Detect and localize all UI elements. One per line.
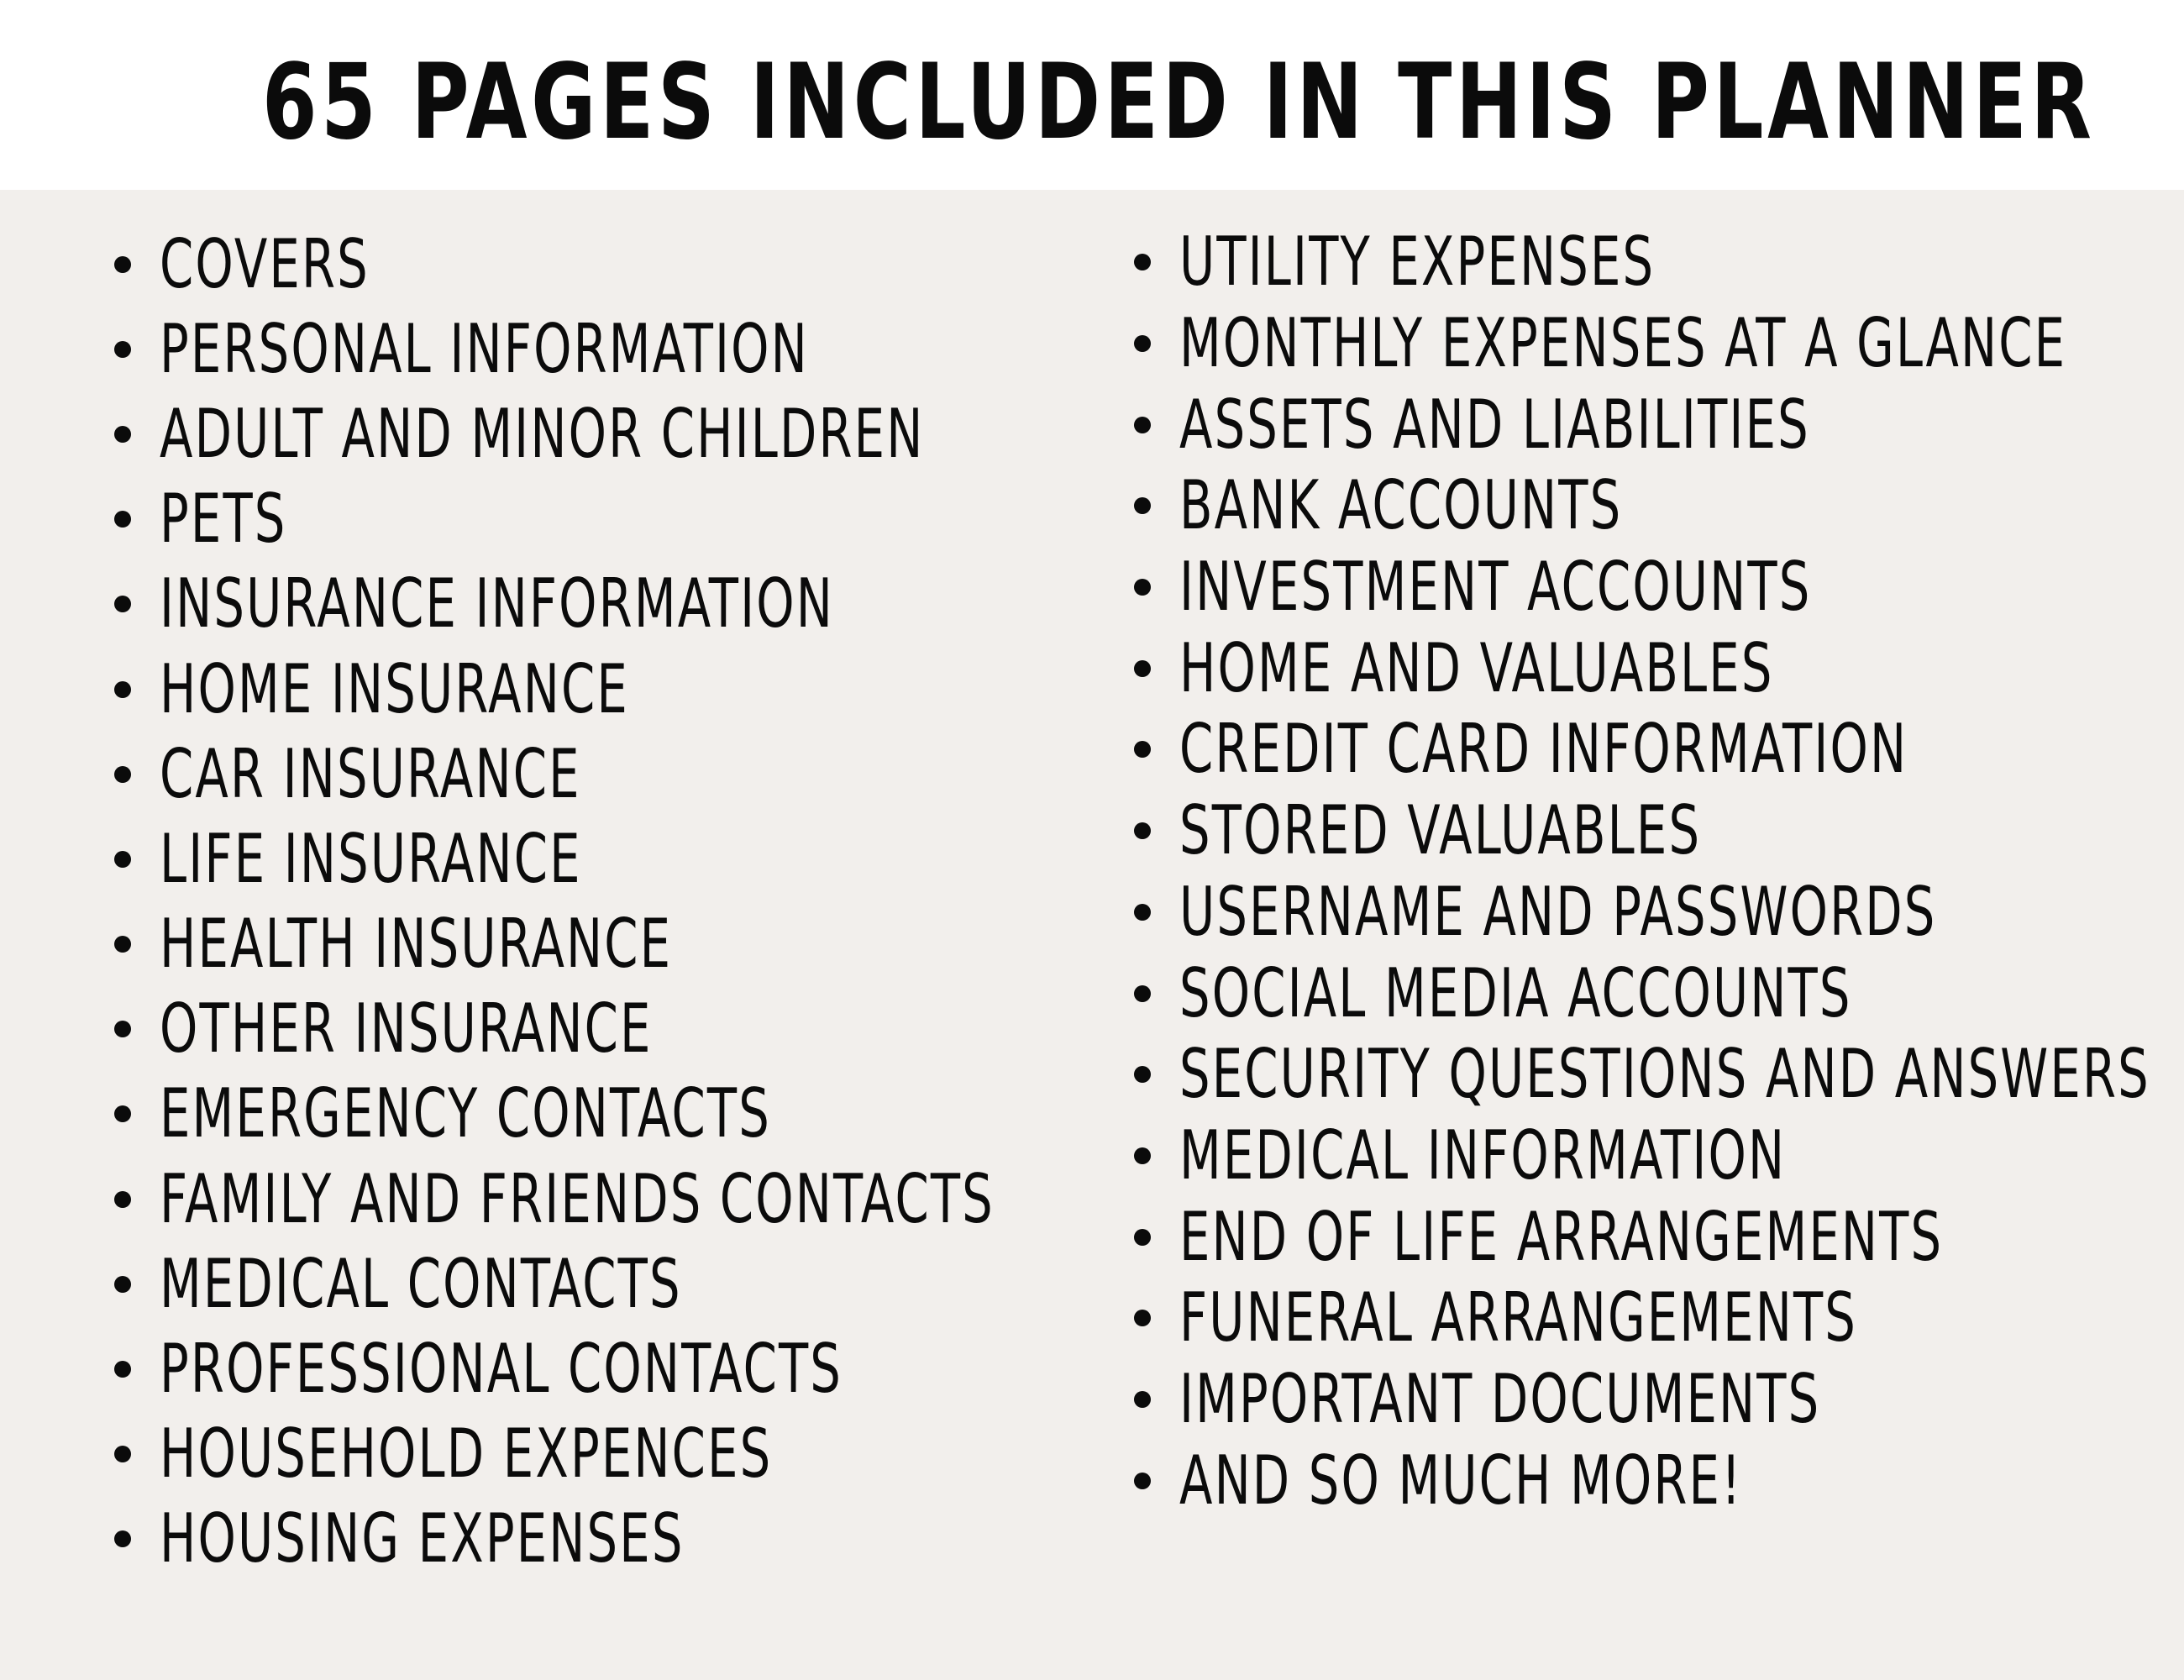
- bullet-icon: [114, 1105, 131, 1122]
- bullet-icon: [1134, 254, 1151, 270]
- list-item-label: FAMILY AND FRIENDS CONTACTS: [160, 1159, 995, 1238]
- list-item: [1134, 465, 2184, 547]
- list-item-label: HOME AND VALUABLES: [1179, 628, 1774, 707]
- page-title: 65 PAGES INCLUDED IN THIS PLANNER: [262, 42, 2096, 163]
- bullet-icon: [114, 511, 131, 528]
- list-item-label: INVESTMENT ACCOUNTS: [1179, 548, 1812, 627]
- bullet-icon: [1134, 1229, 1151, 1246]
- list-item-label: MEDICAL CONTACTS: [160, 1244, 682, 1323]
- list-item-label: PROFESSIONAL CONTACTS: [160, 1330, 843, 1409]
- bullet-icon: [114, 851, 131, 868]
- list-item-label: MEDICAL INFORMATION: [1179, 1116, 1787, 1194]
- list-item-label: PETS: [160, 480, 287, 559]
- list-item-label: SECURITY QUESTIONS AND ANSWERS: [1179, 1035, 2150, 1114]
- list-item: [1134, 547, 2184, 628]
- bullet-icon: [1134, 1147, 1151, 1164]
- bullet-icon: [114, 936, 131, 953]
- bullet-icon: [114, 341, 131, 358]
- bullet-icon: [1134, 741, 1151, 758]
- bullet-icon: [114, 426, 131, 443]
- header: [0, 0, 2184, 190]
- list-item: [1134, 1359, 2184, 1441]
- list-item: [1134, 303, 2184, 385]
- bullet-icon: [1134, 985, 1151, 1002]
- list-item-label: USERNAME AND PASSWORDS: [1179, 872, 1937, 951]
- list-item-label: HOUSEHOLD EXPENCES: [160, 1415, 773, 1494]
- bullet-icon: [1134, 579, 1151, 596]
- list-item-label: ASSETS AND LIABILITIES: [1179, 385, 1810, 464]
- bullet-icon: [114, 681, 131, 698]
- bullet-icon: [114, 1446, 131, 1462]
- bullet-icon: [1134, 1066, 1151, 1083]
- bullet-icon: [1134, 1473, 1151, 1489]
- list-item-label: EMERGENCY CONTACTS: [160, 1074, 771, 1153]
- list-item: [1134, 709, 2184, 790]
- bullet-icon: [114, 256, 131, 273]
- bullet-icon: [1134, 904, 1151, 921]
- list-item-label: SOCIAL MEDIA ACCOUNTS: [1179, 953, 1852, 1032]
- list-item-label: BANK ACCOUNTS: [1179, 466, 1623, 545]
- list-item-label: HOME INSURANCE: [160, 649, 629, 728]
- list-item-label: HEALTH INSURANCE: [160, 905, 673, 984]
- bullet-icon: [1134, 1391, 1151, 1408]
- bullet-icon: [114, 1021, 131, 1037]
- list-item: [1134, 953, 2184, 1034]
- bullet-icon: [1134, 1310, 1151, 1326]
- list-item-label: ADULT AND MINOR CHILDREN: [160, 394, 925, 473]
- list-item-label: CREDIT CARD INFORMATION: [1179, 710, 1908, 789]
- list-item-label: AND SO MUCH MORE!: [1179, 1441, 1743, 1520]
- list-item: [1134, 1196, 2184, 1278]
- bullet-icon: [114, 1530, 131, 1547]
- list-item: [1134, 1116, 2184, 1197]
- list-item: [1134, 384, 2184, 465]
- list-item-label: HOUSING EXPENSES: [160, 1499, 685, 1578]
- bullet-icon: [1134, 335, 1151, 352]
- list-item-label: FUNERAL ARRANGEMENTS: [1179, 1278, 1858, 1357]
- bullet-icon: [1134, 660, 1151, 677]
- list-item-label: INSURANCE INFORMATION: [160, 564, 835, 643]
- list-item: [1134, 627, 2184, 709]
- list-item-label: IMPORTANT DOCUMENTS: [1179, 1359, 1821, 1438]
- bullet-icon: [1134, 822, 1151, 839]
- bullet-icon: [114, 1361, 131, 1378]
- right-contents-list: [1134, 222, 2184, 1521]
- bullet-icon: [114, 1191, 131, 1208]
- list-item-label: COVERS: [160, 224, 370, 303]
- bullet-icon: [114, 1276, 131, 1293]
- list-item: [1134, 1034, 2184, 1116]
- list-item-label: END OF LIFE ARRANGEMENTS: [1179, 1197, 1944, 1276]
- list-item: [1134, 222, 2184, 303]
- list-item: [1134, 790, 2184, 872]
- list-item-label: UTILITY EXPENSES: [1179, 223, 1656, 302]
- list-item: [1134, 872, 2184, 953]
- list-item-label: CAR INSURANCE: [160, 734, 581, 813]
- list-item-label: OTHER INSURANCE: [160, 990, 653, 1068]
- list-item: [1134, 1440, 2184, 1521]
- bullet-icon: [114, 596, 131, 612]
- list-item-label: PERSONAL INFORMATION: [160, 309, 809, 388]
- list-item-label: LIFE INSURANCE: [160, 819, 582, 898]
- list-item: [1134, 1278, 2184, 1359]
- bullet-icon: [1134, 497, 1151, 514]
- bullet-icon: [114, 766, 131, 783]
- list-item-label: STORED VALUABLES: [1179, 791, 1702, 870]
- bullet-icon: [1134, 417, 1151, 433]
- list-item-label: MONTHLY EXPENSES AT A GLANCE: [1179, 304, 2067, 383]
